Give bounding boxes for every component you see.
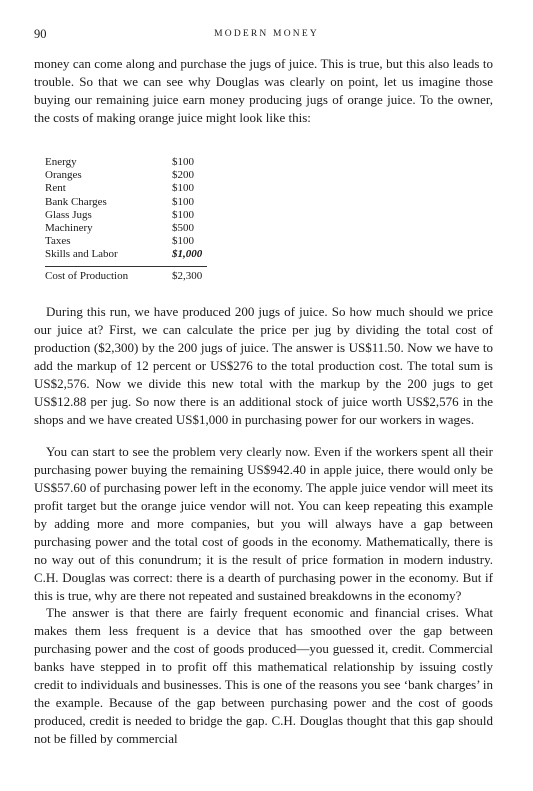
cost-row-taxes	[45, 235, 205, 248]
cost-value: $500	[172, 221, 194, 234]
cost-total-value: $2,300	[172, 269, 203, 282]
cost-label: Oranges	[45, 169, 82, 182]
cost-value: $100	[172, 182, 194, 195]
cost-value: $100	[172, 156, 194, 168]
cost-row-rent	[45, 182, 205, 195]
cost-row-glass-jugs	[45, 209, 205, 222]
cost-value: $1,000	[172, 248, 203, 261]
cost-row-oranges	[45, 169, 205, 182]
body-paragraph-4: The answer is that there are fairly frequent economic and financial crises. What makes them less frequent is a device that has smoothed over the gap between purchasing power and the cost of goods produced—you guessed it, credit. Commercial banks have stepped in to profit off this mathematical relationship by issuing costly credit to individuals and businesses. This is one of the reasons you see ‘bank charges’ in the example. Because of the gap between purchasing power and the cost of goods produced, credit is needed to bridge the gap. C.H. Douglas thought that this gap should not be filled by commercial	[34, 605, 493, 746]
cost-row-bank-charges	[45, 196, 205, 209]
body-paragraph-2: During this run, we have produced 200 jugs of juice. So how much should we price our juice at? First, we can calculate the price per jug by dividing the total cost of production ($2,300) by the 200 jugs of juice. The answer is US$11.50. Now we have to add the markup of 12 percent or US$276 to the total production cost. The total sum is US$2,576. Now we divide this new total with the markup by the 200 jugs to get US$12.88 per jug. So now there is an additional stock of juice worth US$2,576 in the shops and we have created US$1,000 in purchasing power for our workers in wages.	[34, 304, 493, 427]
cost-total-row	[45, 270, 205, 284]
cost-row-skills-and-labor	[45, 248, 205, 261]
running-head: MODERN MONEY	[214, 29, 319, 39]
cost-value: $100	[172, 235, 194, 248]
cost-label: Skills and Labor	[45, 248, 118, 261]
page-number: 90	[34, 27, 47, 41]
cost-label: Energy	[45, 156, 77, 168]
cost-label: Glass Jugs	[45, 208, 92, 221]
cost-row-energy	[45, 156, 205, 169]
cost-divider	[45, 266, 207, 267]
cost-label: Bank Charges	[45, 195, 107, 208]
cost-value: $200	[172, 169, 194, 182]
cost-label: Taxes	[45, 235, 71, 248]
cost-value: $100	[172, 195, 194, 208]
cost-row-machinery	[45, 222, 205, 235]
cost-label: Rent	[45, 182, 66, 195]
cost-table	[45, 156, 205, 284]
body-paragraph-3: You can start to see the problem very clearly now. Even if the workers spent all their purchasing power buying the remaining US$942.40 in apple juice, there would only be US$57.60 of purchasing power left in the economy. The apple juice vendor will meet its profit target but the orange juice vendor will not. You can keep repeating this example by adding more and more companies, but you will always have a gap between purchasing power and the total cost of goods in the economy. Mathematically, there is no way out of this conundrum; it is the result of price formation in modern industry. C.H. Douglas was correct: there is a dearth of purchasing power in the economy. But if this is true, why are there not repeated and sustained breakdowns in the economy?	[34, 444, 493, 603]
cost-value: $100	[172, 208, 194, 221]
cost-total-label: Cost of Production	[45, 269, 129, 282]
body-paragraph-1: money can come along and purchase the jugs of juice. This is true, but this also leads to trouble. So that we can see why Douglas was clearly on point, let us imagine those buying our remaining juice earn money producing jugs of orange juice. To the owner, the costs of making orange juice might look like this:	[34, 56, 493, 125]
cost-label: Machinery	[45, 221, 93, 234]
